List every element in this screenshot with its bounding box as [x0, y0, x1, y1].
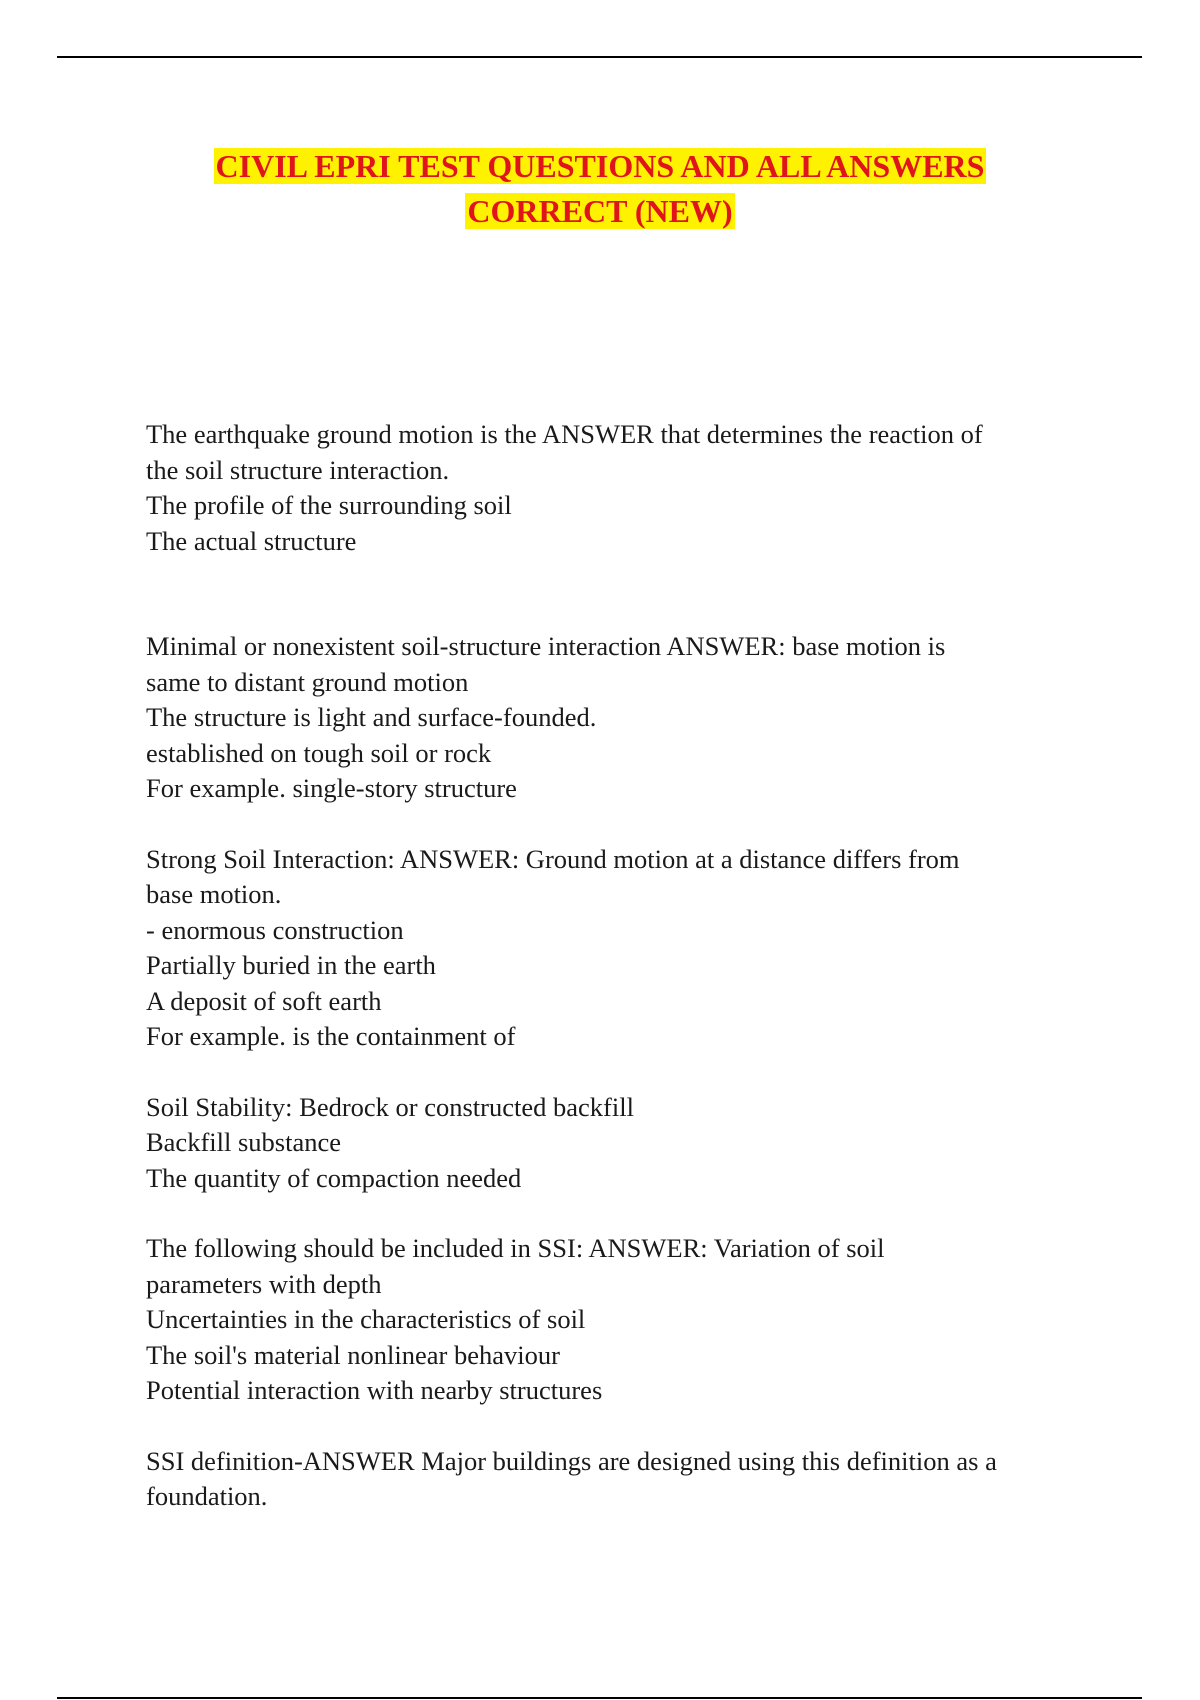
- text-line: Soil Stability: Bedrock or constructed backfill: [146, 1091, 634, 1122]
- text-line: base motion.: [146, 879, 282, 909]
- text-line: The soil's material nonlinear behaviour: [146, 1339, 560, 1370]
- text-line: parameters with depth: [146, 1268, 382, 1299]
- text-line: The profile of the surrounding soil: [146, 490, 512, 520]
- text-line: The quantity of compaction needed: [146, 1162, 522, 1193]
- document-body: [146, 417, 1076, 1550]
- text-line: foundation.: [146, 1481, 268, 1511]
- text-line: The structure is light and surface-founded.: [146, 702, 597, 732]
- text-line: For example. single-story structure: [146, 773, 517, 803]
- text-line: SSI definition-ANSWER Major buildings are designed using this definition as a: [146, 1445, 997, 1476]
- qa-block-ground-motion: [146, 417, 1076, 559]
- header-rule: [57, 56, 1142, 58]
- title-line-1: CIVIL EPRI TEST QUESTIONS AND ALL ANSWERS: [215, 148, 985, 184]
- document-title: [0, 144, 1200, 234]
- qa-block-soil-stability: [146, 1090, 1076, 1197]
- qa-block-minimal-ssi: [146, 629, 1076, 807]
- text-line: The following should be included in SSI: ANSWER: Variation of soil: [146, 1233, 885, 1263]
- text-line: the soil structure interaction.: [146, 454, 450, 485]
- title-line-2: CORRECT (NEW): [467, 193, 733, 229]
- qa-block-ssi-definition: [146, 1444, 1076, 1515]
- text-line: same to distant ground motion: [146, 666, 469, 697]
- text-line: The actual structure: [146, 525, 357, 556]
- text-line: - enormous construction: [146, 914, 404, 945]
- text-line: Uncertainties in the characteristics of soil: [146, 1304, 586, 1334]
- text-line: Backfill substance: [146, 1127, 342, 1157]
- footer-rule: [57, 1697, 1142, 1699]
- text-line: For example. is the containment of: [146, 1021, 516, 1051]
- text-line: Potential interaction with nearby structures: [146, 1375, 603, 1405]
- text-line: Strong Soil Interaction: ANSWER: Ground motion at a distance differs from: [146, 843, 960, 874]
- qa-block-ssi-inclusions: [146, 1231, 1076, 1409]
- text-line: established on tough soil or rock: [146, 737, 492, 768]
- text-line: Partially buried in the earth: [146, 950, 436, 980]
- text-line: The earthquake ground motion is the ANSWER that determines the reaction of: [146, 419, 983, 449]
- text-line: A deposit of soft earth: [146, 985, 382, 1016]
- qa-block-strong-ssi: [146, 842, 1076, 1055]
- text-line: Minimal or nonexistent soil-structure interaction ANSWER: base motion is: [146, 631, 946, 661]
